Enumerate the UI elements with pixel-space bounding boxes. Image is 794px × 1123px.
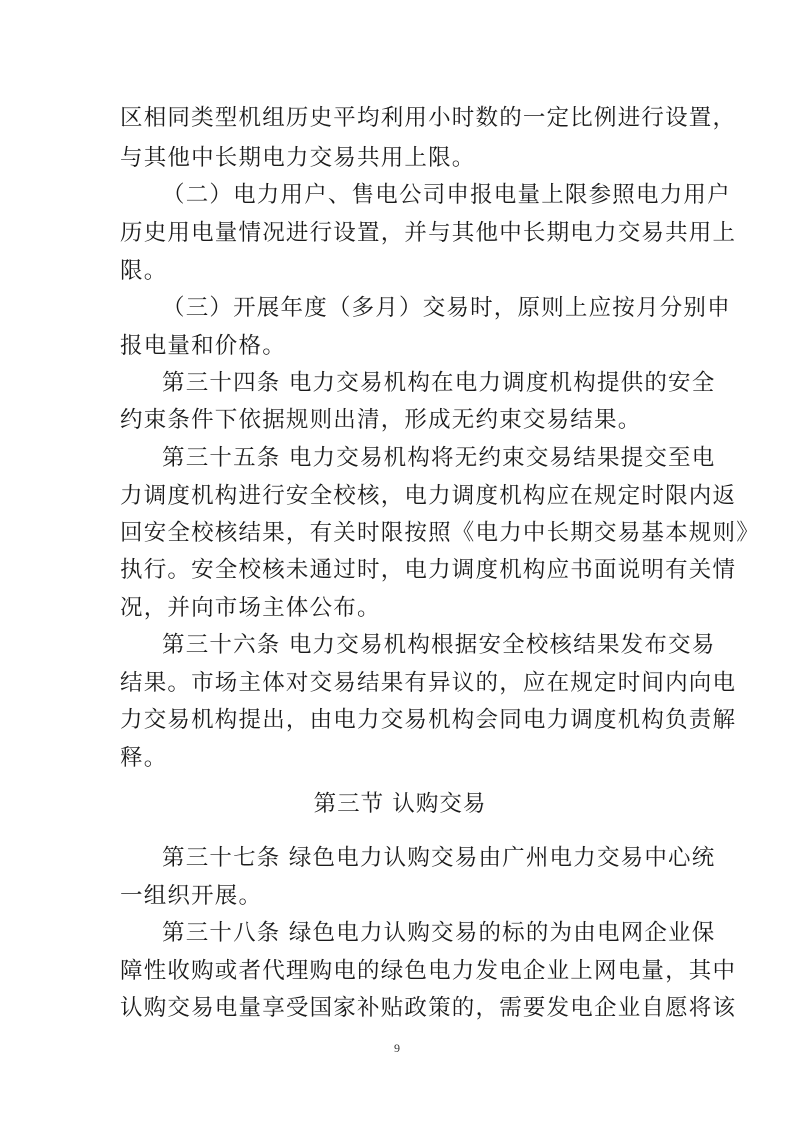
text-line: 释。 xyxy=(120,745,168,771)
text-line: 力交易机构提出，由电力交易机构会同电力调度机构负责解 xyxy=(120,707,737,733)
page-number: 9 xyxy=(394,1041,400,1055)
text-line: 第三十八条 绿色电力认购交易的标的为由电网企业保 xyxy=(162,920,716,946)
text-line: 一组织开展。 xyxy=(120,883,263,909)
text-line: 限。 xyxy=(120,258,168,284)
text-line: 结果。市场主体对交易结果有异议的，应在规定时间内向电 xyxy=(120,670,737,696)
text-line: （二）电力用户、售电公司申报电量上限参照电力用户 xyxy=(162,182,731,208)
text-line: 执行。安全校核未通过时，电力调度机构应书面说明有关情 xyxy=(120,557,737,583)
text-line: 障性收购或者代理购电的绿色电力发电企业上网电量，其中 xyxy=(120,958,737,984)
text-line: 第三十五条 电力交易机构将无约束交易结果提交至电 xyxy=(162,445,716,471)
text-line: 区相同类型机组历史平均利用小时数的一定比例进行设置， xyxy=(120,105,737,131)
text-line: 况，并向市场主体公布。 xyxy=(120,595,381,621)
text-line: （三）开展年度（多月）交易时，原则上应按月分别申 xyxy=(162,295,731,321)
text-line: 力调度机构进行安全校核，电力调度机构应在规定时限内返 xyxy=(120,483,737,509)
text-line: 第三十七条 绿色电力认购交易由广州电力交易中心统 xyxy=(162,845,716,871)
text-line: 第三十六条 电力交易机构根据安全校核结果发布交易 xyxy=(162,632,716,658)
text-line: 约束条件下依据规则出清，形成无约束交易结果。 xyxy=(120,407,642,433)
text-line: 报电量和价格。 xyxy=(120,333,286,359)
section-heading: 第三节 认购交易 xyxy=(313,791,487,817)
text-line: 历史用电量情况进行设置，并与其他中长期电力交易共用上 xyxy=(120,220,737,246)
text-line: 回安全校核结果，有关时限按照《电力中长期交易基本规则》 xyxy=(120,520,760,546)
text-line: 与其他中长期电力交易共用上限。 xyxy=(120,145,476,171)
text-line: 认购交易电量享受国家补贴政策的，需要发电企业自愿将该 xyxy=(120,995,737,1021)
text-line: 第三十四条 电力交易机构在电力调度机构提供的安全 xyxy=(162,370,716,396)
